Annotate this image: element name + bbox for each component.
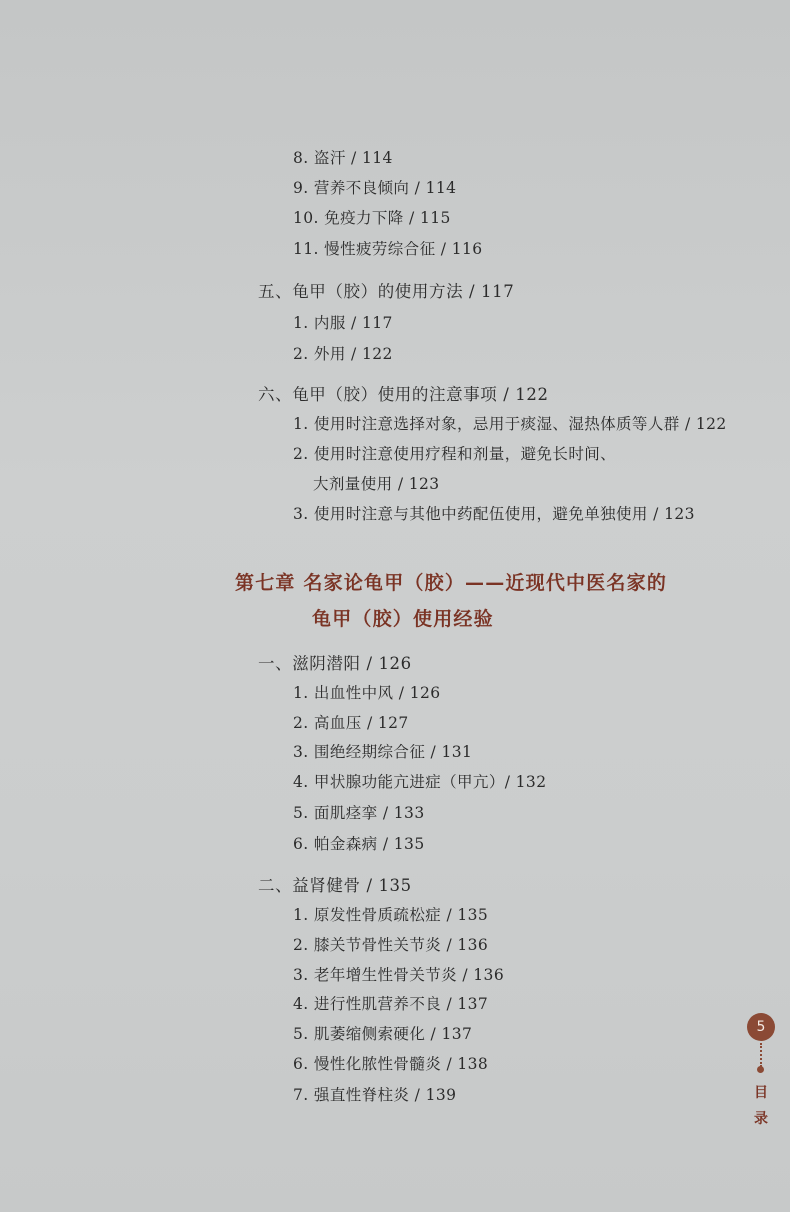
toc-item: 3. 使用时注意与其他中药配伍使用，避免单独使用 / 123 [293, 505, 695, 523]
toc-item: 7. 强直性脊柱炎 / 139 [293, 1086, 457, 1104]
toc-item: 5. 肌萎缩侧索硬化 / 137 [293, 1025, 473, 1043]
toc-item: 5. 面肌痉挛 / 133 [293, 804, 425, 822]
toc-section-heading: 二、益肾健骨 / 135 [258, 876, 412, 895]
toc-item: 1. 使用时注意选择对象，忌用于痰湿、湿热体质等人群 / 122 [293, 415, 727, 433]
toc-item: 4. 甲状腺功能亢进症（甲亢）/ 132 [293, 773, 547, 791]
toc-item: 11. 慢性疲劳综合征 / 116 [293, 240, 483, 258]
toc-item: 6. 帕金森病 / 135 [293, 835, 425, 853]
toc-item: 10. 免疫力下降 / 115 [293, 209, 451, 227]
toc-section-heading: 六、龟甲（胶）使用的注意事项 / 122 [258, 385, 549, 404]
toc-item: 9. 营养不良倾向 / 114 [293, 179, 457, 197]
section-label-char: 目 [754, 1085, 768, 1101]
toc-item: 2. 高血压 / 127 [293, 714, 409, 732]
toc-item: 1. 内服 / 117 [293, 314, 393, 332]
toc-section-heading: 一、滋阴潜阳 / 126 [258, 654, 412, 673]
toc-item: 8. 盗汗 / 114 [293, 149, 393, 167]
toc-item: 4. 进行性肌营养不良 / 137 [293, 995, 489, 1013]
page-number-badge: 5 [747, 1013, 775, 1041]
chapter-title: 第七章 名家论龟甲（胶）——近现代中医名家的 [235, 572, 668, 594]
toc-item: 2. 外用 / 122 [293, 345, 393, 363]
toc-item: 2. 使用时注意使用疗程和剂量，避免长时间、 [293, 445, 617, 463]
dotted-divider [760, 1043, 762, 1067]
toc-item: 3. 围绝经期综合征 / 131 [293, 743, 473, 761]
toc-item-continuation: 大剂量使用 / 123 [313, 475, 440, 493]
toc-item: 1. 原发性骨质疏松症 / 135 [293, 906, 489, 924]
toc-section-heading: 五、龟甲（胶）的使用方法 / 117 [258, 282, 515, 301]
toc-item: 2. 膝关节骨性关节炎 / 136 [293, 936, 489, 954]
dot-marker-icon [757, 1066, 764, 1073]
chapter-title-continuation: 龟甲（胶）使用经验 [312, 608, 494, 630]
toc-item: 6. 慢性化脓性骨髓炎 / 138 [293, 1055, 489, 1073]
toc-item: 1. 出血性中风 / 126 [293, 684, 441, 702]
section-label-char: 录 [754, 1111, 768, 1127]
section-label-vertical [751, 1080, 771, 1132]
toc-item: 3. 老年增生性骨关节炎 / 136 [293, 966, 505, 984]
